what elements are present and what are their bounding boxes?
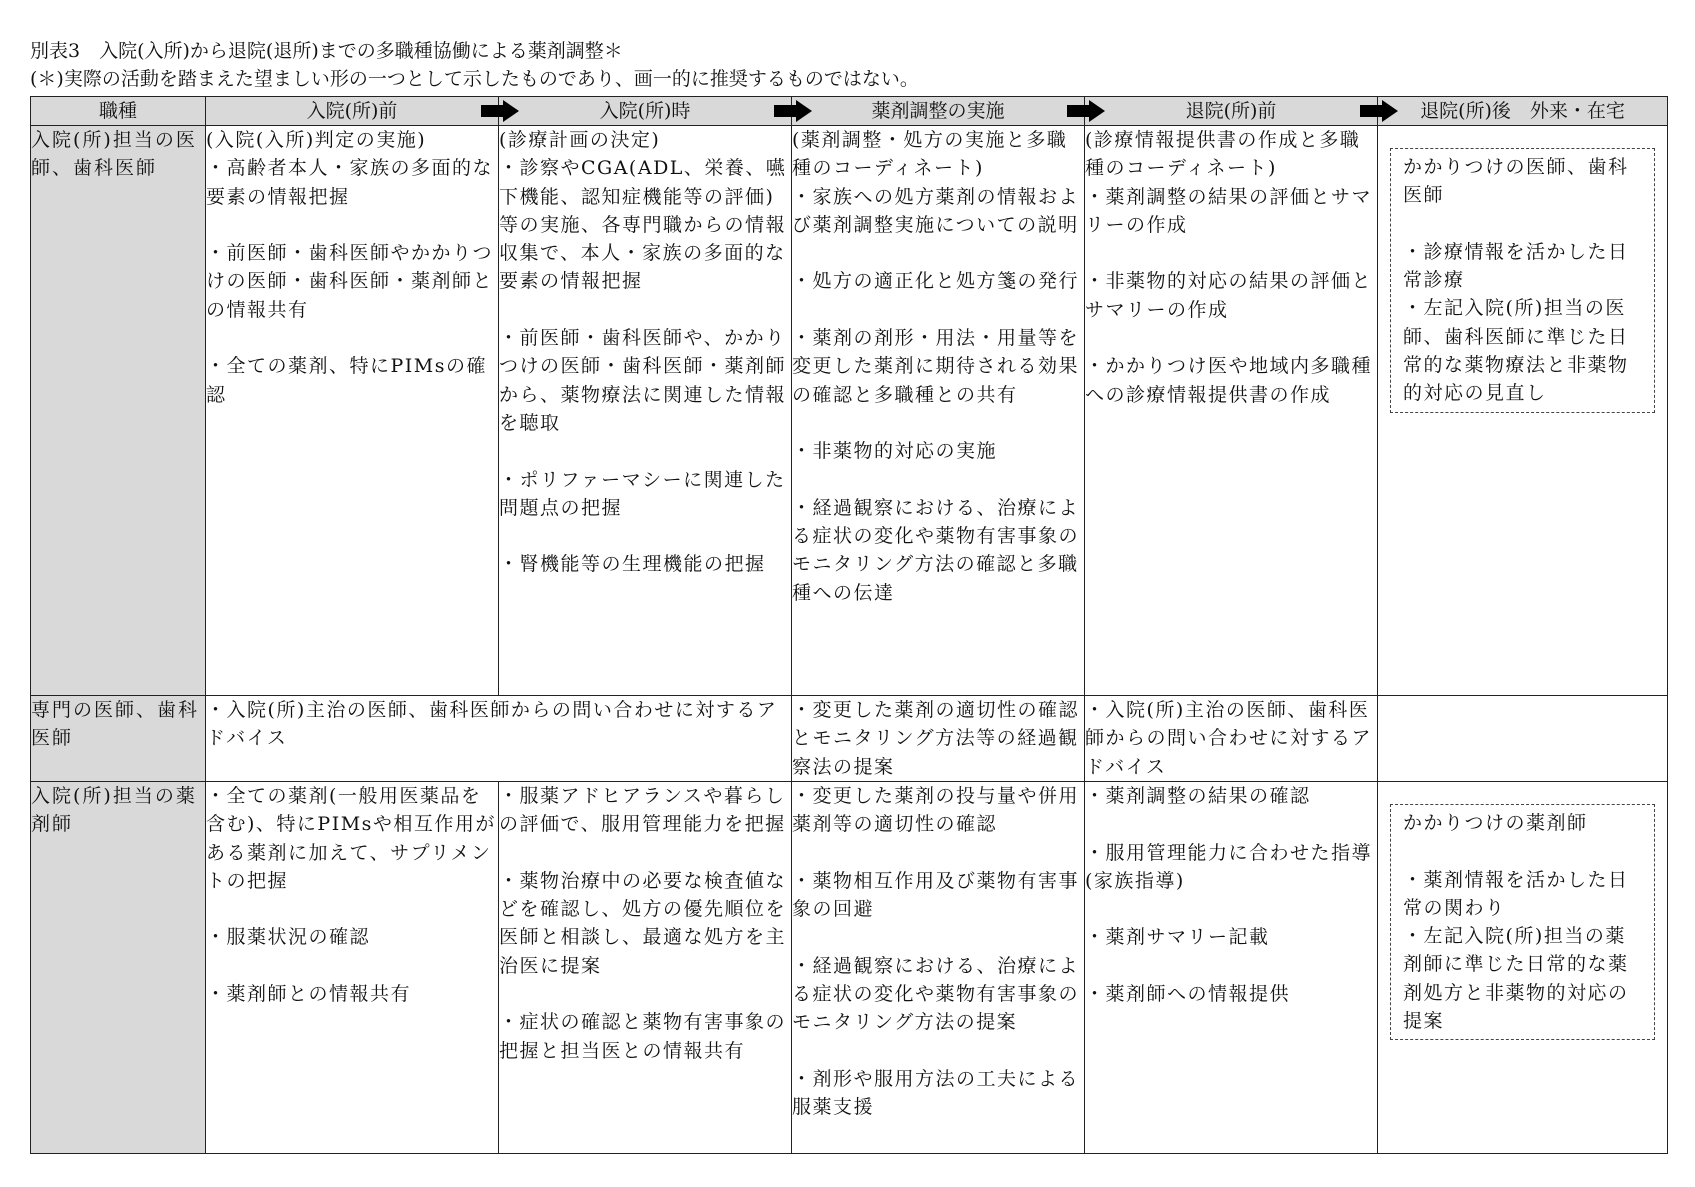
list-item: ・剤形や服用方法の工夫による服薬支援 <box>792 1067 1080 1119</box>
role-specialist: 専門の医師、歯科医師 <box>31 696 206 782</box>
family-doctor-box <box>1390 148 1655 413</box>
cell-doctor-pre-admission <box>206 126 499 696</box>
cell-heading: (薬剤調整・処方の実施と多職種のコーディネート) <box>792 129 1068 180</box>
list-item: ・薬物相互作用及び薬物有害事象の回避 <box>792 869 1080 921</box>
list-item: ・変更した薬剤の投与量や併用薬剤等の適切性の確認 <box>792 785 1080 836</box>
list-item: ・症状の確認と薬物有害事象の把握と担当医との情報共有 <box>499 1011 787 1062</box>
cell-doctor-post-discharge <box>1378 126 1668 696</box>
header-row <box>31 97 1668 126</box>
list-item: ・高齢者本人・家族の多面的な要素の情報把握 <box>206 157 494 208</box>
list-item: ・薬剤の剤形・用法・用量等を変更した薬剤に期待される効果の確認と多職種との共有 <box>792 327 1080 406</box>
cell-specialist-adjustment <box>792 696 1085 782</box>
document-note: (＊)実際の活動を踏まえた望ましい形の一つとして示したものであり、画一的に推奨するものではない。 <box>30 68 919 90</box>
list-item: ・薬物治療中の必要な検査値などを確認し、処方の優先順位を医師と相談し、最適な処方を主治医に提案 <box>499 869 787 977</box>
document-title: 別表3 入院(入所)から退院(退所)までの多職種協働による薬剤調整＊ <box>30 40 623 62</box>
cell-specialist-post-discharge <box>1378 696 1668 782</box>
collaboration-table <box>30 96 1668 1154</box>
cell-doctor-pre-discharge <box>1085 126 1378 696</box>
cell-doctor-adjustment <box>792 126 1085 696</box>
list-item: ・診察やCGA(ADL、栄養、嚥下機能、認知症機能等の評価)等の実施、各専門職からの情報収集で、本人・家族の多面的な要素の情報把握 <box>499 157 787 293</box>
list-item: ・診療情報を活かした日常診療 <box>1403 240 1629 292</box>
cell-pharmacist-adjustment <box>792 782 1085 1154</box>
box-heading: かかりつけの薬剤師 <box>1403 812 1588 834</box>
row-attending-doctor <box>31 126 1668 696</box>
header-role: 職種 <box>31 97 206 126</box>
row-specialist <box>31 696 1668 782</box>
list-item: ・薬剤調整の結果の評価とサマリーの作成 <box>1085 185 1373 236</box>
list-item: ・全ての薬剤(一般用医薬品を含む)、特にPIMsや相互作用がある薬剤に加えて、サプリメントの把握 <box>206 785 496 892</box>
list-item: ・前医師・歯科医師や、かかりつけの医師・歯科医師・薬剤師から、薬物療法に関連した情報を聴取 <box>499 327 787 434</box>
header-phase-post-discharge: 退院(所)後 外来・在宅 <box>1378 97 1668 126</box>
cell-heading: (入院(入所)判定の実施) <box>206 129 427 151</box>
list-item: ・変更した薬剤の適切性の確認とモニタリング方法等の経過観察法の提案 <box>792 699 1080 778</box>
arrow-right-icon <box>481 100 519 122</box>
list-item: ・入院(所)主治の医師、歯科医師からの問い合わせに対するアドバイス <box>1085 699 1373 778</box>
cell-doctor-admission <box>499 126 792 696</box>
list-item: ・経過観察における、治療による症状の変化や薬物有害事象のモニタリング方法の確認と多職種への伝達 <box>792 496 1080 604</box>
list-item: ・前医師・歯科医師やかかりつけの医師・歯科医師・薬剤師との情報共有 <box>206 242 494 321</box>
list-item: ・薬剤情報を活かした日常の関わり <box>1403 868 1629 919</box>
list-item: ・左記入院(所)担当の医師、歯科医師に準じた日常的な薬物療法と非薬物的対応の見直し <box>1403 297 1629 405</box>
list-item: ・左記入院(所)担当の薬剤師に準じた日常的な薬剤処方と非薬物的対応の提案 <box>1403 925 1629 1033</box>
arrow-right-icon <box>1067 100 1105 122</box>
list-item: ・非薬物的対応の結果の評価とサマリーの作成 <box>1085 270 1373 321</box>
role-pharmacist: 入院(所)担当の薬剤師 <box>31 782 206 1154</box>
list-item: ・全ての薬剤、特にPIMsの確認 <box>206 355 487 406</box>
cell-pharmacist-post-discharge <box>1378 782 1668 1154</box>
list-item: ・腎機能等の生理機能の把握 <box>499 553 766 576</box>
list-item: ・薬剤調整の結果の確認 <box>1085 785 1311 807</box>
cell-pharmacist-pre-admission <box>206 782 499 1154</box>
role-attending-doctor: 入院(所)担当の医師、歯科医師 <box>31 126 206 696</box>
list-item: ・非薬物的対応の実施 <box>792 440 998 463</box>
list-item: ・薬剤サマリー記載 <box>1085 926 1270 949</box>
header-phase-adjustment: 薬剤調整の実施 <box>792 97 1085 126</box>
list-item: ・服用管理能力に合わせた指導(家族指導) <box>1085 841 1373 892</box>
family-pharmacist-box <box>1390 804 1655 1040</box>
cell-specialist-pre-admission <box>206 696 792 782</box>
list-item: ・ポリファーマシーに関連した問題点の把握 <box>499 468 786 519</box>
list-item: ・かかりつけ医や地域内多職種への診療情報提供書の作成 <box>1085 355 1373 406</box>
cell-specialist-pre-discharge <box>1085 696 1378 782</box>
cell-pharmacist-pre-discharge <box>1085 782 1378 1154</box>
cell-heading: (診療計画の決定) <box>499 129 661 151</box>
cell-heading: (診療情報提供書の作成と多職種のコーディネート) <box>1085 129 1361 180</box>
header-phase-pre-admission: 入院(所)前 <box>206 97 499 126</box>
list-item: ・入院(所)主治の医師、歯科医師からの問い合わせに対するアドバイス <box>206 699 778 750</box>
list-item: ・経過観察における、治療による症状の変化や薬物有害事象のモニタリング方法の提案 <box>792 954 1080 1034</box>
box-heading: かかりつけの医師、歯科医師 <box>1403 156 1629 207</box>
row-pharmacist <box>31 782 1668 1154</box>
list-item: ・家族への処方薬剤の情報および薬剤調整実施についての説明 <box>792 185 1080 236</box>
list-item: ・服薬アドヒアランスや暮らしの評価で、服用管理能力を把握 <box>499 785 786 836</box>
arrow-right-icon <box>1360 100 1398 122</box>
arrow-right-icon <box>774 100 812 122</box>
list-item: ・処方の適正化と処方箋の発行 <box>792 270 1080 293</box>
cell-pharmacist-admission <box>499 782 792 1154</box>
header-phase-pre-discharge: 退院(所)前 <box>1085 97 1378 126</box>
list-item: ・服薬状況の確認 <box>206 926 371 949</box>
list-item: ・薬剤師への情報提供 <box>1085 983 1291 1006</box>
header-phase-admission: 入院(所)時 <box>499 97 792 126</box>
list-item: ・薬剤師との情報共有 <box>206 983 412 1006</box>
